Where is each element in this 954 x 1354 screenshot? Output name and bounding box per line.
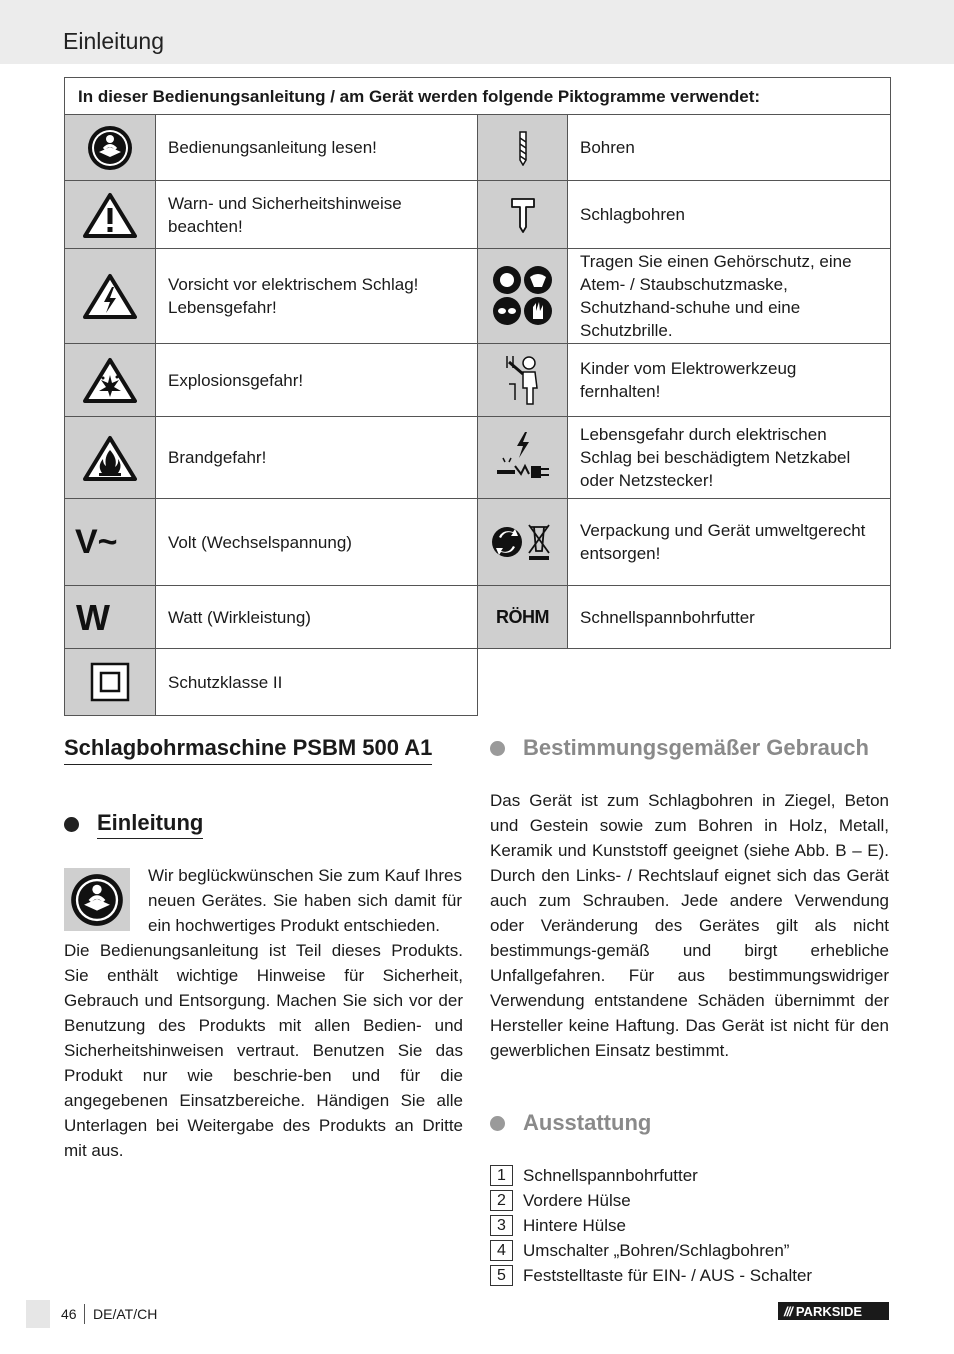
language-code: DE/AT/CH xyxy=(93,1306,158,1322)
item-label: Hintere Hülse xyxy=(523,1215,626,1235)
icon-cell xyxy=(478,115,568,181)
warning-icon xyxy=(83,192,137,238)
usage-heading xyxy=(490,735,869,761)
bullet-icon xyxy=(490,741,505,756)
equipment-list xyxy=(490,1163,812,1288)
read-manual-icon xyxy=(87,125,133,171)
item-number: 5 xyxy=(490,1265,513,1286)
icon-cell xyxy=(65,417,156,499)
equipment-heading-text: Ausstattung xyxy=(523,1110,652,1135)
pictogram-table-heading: In dieser Bedienungsanleitung / am Gerät werden folgende Piktogramme verwendet: xyxy=(65,78,891,115)
pictogram-label: Vorsicht vor elektrischem Schlag! Lebensgefahr! xyxy=(156,249,478,344)
pictogram-label: Bohren xyxy=(568,115,891,181)
icon-cell xyxy=(65,344,156,417)
pictogram-table xyxy=(64,77,891,716)
drill-bit-icon xyxy=(515,130,531,166)
footer-divider xyxy=(84,1304,85,1324)
list-item xyxy=(490,1263,812,1288)
list-item xyxy=(490,1163,812,1188)
pictogram-label: Explosionsgefahr! xyxy=(156,344,478,417)
pictogram-label: Bedienungsanleitung lesen! xyxy=(156,115,478,181)
item-label: Feststelltaste für EIN- / AUS - Schalter xyxy=(523,1265,813,1285)
icon-cell xyxy=(478,249,568,344)
usage-heading-text: Bestimmungsgemäßer Gebrauch xyxy=(523,735,869,760)
watt-icon: W xyxy=(76,596,110,638)
protective-equipment-icon xyxy=(492,265,554,327)
equipment-heading xyxy=(490,1110,651,1136)
pictogram-label: Warn- und Sicherheitshinweise beachten! xyxy=(156,181,478,249)
icon-cell xyxy=(65,181,156,249)
page-number: 46 xyxy=(61,1306,77,1322)
pictogram-label: Kinder vom Elektrowerkzeug fernhalten! xyxy=(568,344,891,417)
icon-cell xyxy=(65,586,156,649)
explosion-icon xyxy=(83,357,137,403)
rohm-logo-icon: RÖHM xyxy=(496,606,549,627)
pictogram-label: Volt (Wechselspannung) xyxy=(156,499,478,586)
icon-cell xyxy=(478,417,568,499)
item-label: Vordere Hülse xyxy=(523,1190,631,1210)
pictogram-label: Schutzklasse II xyxy=(156,649,478,716)
icon-cell xyxy=(65,249,156,344)
recycling-icon xyxy=(491,521,555,563)
hammer-drill-icon xyxy=(510,197,536,233)
list-item xyxy=(490,1213,812,1238)
brand-mark: /// xyxy=(784,1303,792,1319)
icon-cell xyxy=(65,115,156,181)
intro-heading xyxy=(64,810,203,839)
footer-marker xyxy=(26,1300,50,1328)
pictogram-label: Tragen Sie einen Gehörschutz, eine Atem- / Staubschutzmaske, Schutzhand-schuhe und eine Schutzbrille. xyxy=(568,249,891,344)
volt-ac-icon: V~ xyxy=(75,522,118,561)
item-number: 3 xyxy=(490,1215,513,1236)
protection-class-ii-icon xyxy=(90,662,130,702)
usage-paragraph: Das Gerät ist zum Schlagbohren in Ziegel, Beton und Gestein sowie zum Bohren in Holz, Metall, Keramik und Kunststoff geeignet (siehe Abb. B – E). Durch den Links- / Rechtslauf eignet sich das Gerät auch zum Schrauben. Jede andere Verwendung oder Veränderung des Gerätes gilt als nicht bestimmungs-gemäß und birgt erhebliche Unfallgefahren. Für aus bestimmungswidriger Verwendung entstandene Schäden übernimmt der Hersteller keine Haftung. Das Gerät ist nicht für den gewerblichen Einsatz bestimmt. xyxy=(490,791,889,1060)
pictogram-label: Lebensgefahr durch elektrischen Schlag bei beschädigtem Netzkabel oder Netzstecker! xyxy=(568,417,891,499)
list-item xyxy=(490,1188,812,1213)
keep-children-away-icon xyxy=(501,354,545,406)
damaged-cable-icon xyxy=(495,430,551,486)
pictogram-label: Watt (Wirkleistung) xyxy=(156,586,478,649)
bullet-icon xyxy=(490,1116,505,1131)
empty-cell xyxy=(478,649,891,716)
item-label: Umschalter „Bohren/Schlagbohren” xyxy=(523,1240,790,1260)
item-number: 4 xyxy=(490,1240,513,1261)
product-title: Schlagbohrmaschine PSBM 500 A1 xyxy=(64,735,432,765)
icon-cell xyxy=(65,649,156,716)
item-number: 1 xyxy=(490,1165,513,1186)
bullet-icon xyxy=(64,817,79,832)
fire-icon xyxy=(83,435,137,481)
item-label: Schnellspannbohrfutter xyxy=(523,1165,698,1185)
icon-cell xyxy=(478,499,568,586)
icon-cell xyxy=(478,586,568,649)
read-manual-icon xyxy=(70,873,124,927)
icon-cell xyxy=(65,499,156,586)
icon-cell xyxy=(478,344,568,417)
pictogram-label: Schlagbohren xyxy=(568,181,891,249)
intro-paragraph-1: Wir beglückwünschen Sie zum Kauf Ihres neuen Gerätes. Sie haben sich damit für ein hochwertiges Produkt entschieden. xyxy=(148,866,462,935)
pictogram-label: Brandgefahr! xyxy=(156,417,478,499)
pictogram-label: Verpackung und Gerät umweltgerecht entsorgen! xyxy=(568,499,891,586)
read-manual-box xyxy=(64,868,130,931)
intro-heading-text: Einleitung xyxy=(97,810,203,839)
brand-logo xyxy=(778,1302,889,1320)
list-item xyxy=(490,1238,812,1263)
electric-shock-icon xyxy=(83,273,137,319)
item-number: 2 xyxy=(490,1190,513,1211)
intro-paragraph-2: Die Bedienungsanleitung ist Teil dieses Produkts. Sie enthält wichtige Hinweise für Sicherheit, Gebrauch und Entsorgung. Machen Sie sich vor der Benutzung des Produkts mit allen Bedien- und Sicherheitshinweisen vertraut. Benutzen Sie das Produkt nur wie beschrie-ben und für die angegebenen Einsatzbereiche. Händigen Sie alle Unterlagen bei Weitergabe des Produkts an Dritte mit aus. xyxy=(64,941,463,1160)
page-header-title: Einleitung xyxy=(63,28,165,54)
brand-name: PARKSIDE xyxy=(795,1303,863,1319)
icon-cell xyxy=(478,181,568,249)
pictogram-label: Schnellspannbohrfutter xyxy=(568,586,891,649)
